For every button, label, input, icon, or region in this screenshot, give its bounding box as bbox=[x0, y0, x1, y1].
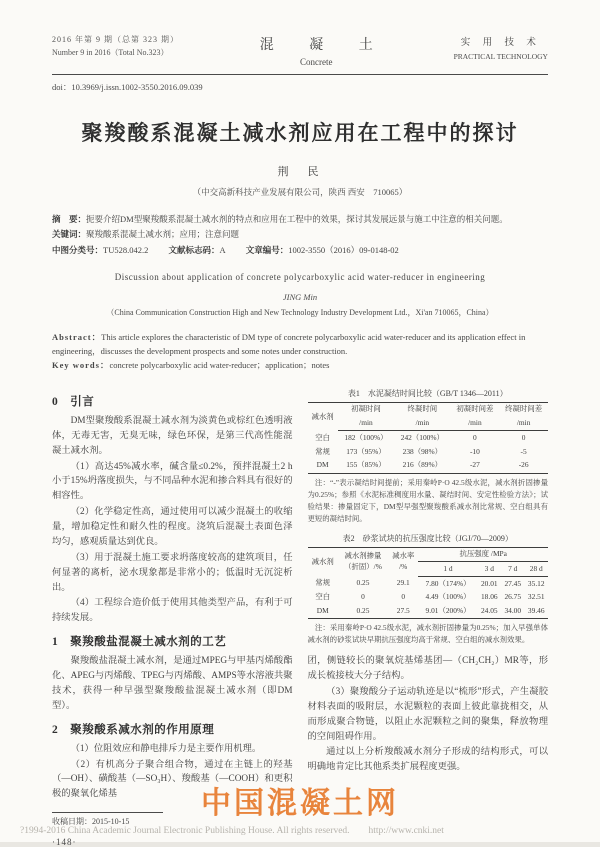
paragraph: 聚羧酸盐混凝土减水剂，是通过MPEG与甲基丙烯酸酯化、APEG与丙烯酸、TPEG与丙烯酸、AMPS等水溶液共聚技术，获得一种早强型聚羧酸盐混凝土减水剂（即DM型）。 bbox=[52, 656, 293, 711]
paragraph: （2）化学稳定性高，通过使用可以减少混凝土的收缩量，增加稳定性和耐久性的程度。浇筑后混凝土表面色泽均匀，感观质量达到优良。 bbox=[52, 507, 293, 547]
keywords-cn bbox=[52, 227, 548, 242]
table2-cell: 32.51 bbox=[527, 592, 545, 602]
affiliation-cn: （中交高新科技产业发展有限公司，陕西 西安 710065） bbox=[192, 187, 408, 197]
table1-cell: 0 bbox=[473, 432, 477, 442]
table1-cell: 216（89%） bbox=[402, 460, 443, 470]
table2-header-line: /% bbox=[399, 562, 408, 572]
table1-unit-cell: /min bbox=[394, 417, 450, 431]
abstract-cn-label: 摘 要： bbox=[52, 214, 87, 224]
keywords-en-label: Key words： bbox=[52, 359, 110, 370]
section-name-en: PRACTICAL TECHNOLOGY bbox=[453, 52, 548, 61]
doi: doi：10.3969/j.issn.1002-3550.2016.09.039 bbox=[52, 82, 203, 92]
keywords-en bbox=[52, 358, 548, 372]
doccode-label: 文献标志码： bbox=[168, 244, 220, 255]
table2-cell: 24.05 bbox=[480, 605, 498, 615]
keywords-cn-text: 聚羧酸系混凝土减水剂；应用；注意问题 bbox=[86, 229, 240, 240]
table1-cell: -5 bbox=[520, 446, 527, 456]
clc-value: TU528.042.2 bbox=[103, 244, 149, 255]
paragraph: （1）位阻效应和静电排斥力是主要作用机理。 bbox=[70, 743, 262, 754]
articleid-label: 文章编号： bbox=[245, 244, 289, 255]
paragraph: （4）工程综合造价低于使用其他类型产品，有利于可持续发展。 bbox=[52, 598, 293, 624]
affiliation-en: （China Communication Construction High and New Technology Industry Development Ltd.，Xi'an 710065，China） bbox=[106, 307, 494, 317]
table1-cell: 242（100%） bbox=[400, 432, 444, 442]
table1-cell: -10 bbox=[469, 446, 480, 456]
table1-header-cell: 初凝时间差 bbox=[456, 404, 494, 414]
received-date: 收稿日期：2015-10-15 bbox=[52, 817, 130, 827]
table2-day-cell: 3 d bbox=[478, 562, 501, 577]
paragraph: （3）聚羧酸分子运动轨迹是以“梳形”形式，产生凝胶材料表面的吸附层，水泥颗粒的表面上彼此靠拢相交，从而形成聚合物链，以阻止水泥颗粒之间的聚集，释放物理的空间阻碍作用。 bbox=[307, 686, 548, 742]
table-row bbox=[308, 459, 549, 473]
table1-header-cell: 初凝时间 bbox=[351, 404, 381, 414]
section-name bbox=[454, 34, 548, 61]
table2-cell: 34.00 bbox=[504, 605, 522, 615]
paper-title-cn: 聚羧酸系混凝土减水剂应用在工程中的探讨 bbox=[81, 121, 519, 145]
table2-note: 注：采用秦岭P·O 42.5级水泥，减水剂折固掺量为0.25%；加入早强单体减水剂的砂浆试块早期抗压强度均高于常规、空白组的减水剂效果。 bbox=[307, 623, 548, 645]
author-cn: 荆 民 bbox=[277, 166, 323, 178]
journal-name bbox=[244, 34, 389, 67]
issue-number-cn: 2016 年第 9 期（总第 323 期） bbox=[52, 35, 179, 44]
table2-cell: 26.75 bbox=[504, 592, 522, 602]
table1-cell: 173（95%） bbox=[346, 446, 386, 456]
table1-cell: 常规 bbox=[315, 446, 331, 456]
table1-cell: 155（85%） bbox=[346, 460, 386, 470]
table2-header-cell bbox=[388, 547, 418, 576]
section-heading-1: 1 聚羧酸盐混凝土减水剂的工艺 bbox=[52, 636, 227, 649]
section-heading-2: 2 聚羧酸系减水剂的作用原理 bbox=[52, 723, 215, 736]
abstract-cn-text: 扼要介绍DM型聚羧酸系混凝土减水剂的特点和应用在工程中的效果，探讨其发展远景与施工中注意的相关问题。 bbox=[86, 214, 508, 224]
table-row bbox=[308, 604, 549, 618]
issue-info bbox=[52, 34, 179, 60]
table2-cell: 0 bbox=[361, 592, 365, 602]
table2-day-cell: 7 d bbox=[501, 562, 524, 577]
table1-header-cell: 减水剂 bbox=[311, 411, 334, 421]
table2-cell: 39.46 bbox=[527, 605, 545, 615]
table2-caption: 表2 砂浆试块的抗压强度比较（JGJ/70—2009） bbox=[342, 533, 513, 543]
table2-header-cell bbox=[338, 547, 388, 576]
table2-header-line: 减水率 bbox=[392, 551, 415, 561]
table2-cell: 4.49（100%） bbox=[425, 592, 471, 602]
table1-cell: 空白 bbox=[315, 432, 331, 442]
table-compressive-strength bbox=[308, 547, 549, 620]
table-row bbox=[308, 577, 549, 591]
table1-cell: 182（100%） bbox=[344, 432, 388, 442]
abstract-en-text: This article explores the characteristic of DM type of concrete polycarboxylic acid water-reducer and its application effect in engineering，discusses the development prospects and some notes under construction. bbox=[52, 331, 526, 356]
keywords-cn-label: 关键词： bbox=[52, 229, 87, 240]
doccode-value: A bbox=[219, 244, 226, 255]
paragraph: 通过以上分析羧酸减水剂分子形成的结构形式，可以明确地肯定比其他系类扩展程度更强。 bbox=[307, 747, 548, 773]
keywords-en-text: concrete polycarboxylic acid water-reducer；application；notes bbox=[109, 359, 330, 370]
table2-header-line: （折固）/% bbox=[344, 562, 382, 572]
classification-row bbox=[52, 243, 548, 258]
clc-label: 中图分类号： bbox=[52, 244, 104, 255]
issue-number-en: Number 9 in 2016（Total No.323） bbox=[52, 47, 169, 57]
table-row bbox=[308, 445, 549, 459]
page-number: ·148· bbox=[52, 837, 77, 847]
table2-cell: 27.45 bbox=[504, 578, 522, 588]
table-setting-time bbox=[308, 402, 549, 474]
table2-header-cell: 减水剂 bbox=[311, 556, 334, 566]
table2-cell: 29.1 bbox=[396, 578, 410, 588]
table2-cell: 0 bbox=[401, 592, 406, 602]
table2-cell: 9.01（200%） bbox=[425, 605, 471, 615]
abstract-en-block bbox=[52, 330, 548, 372]
journal-header bbox=[52, 34, 548, 75]
table1-note: 注：“-”表示凝结时间提前；采用秦岭P·O 42.5级水泥，减水剂折固掺量为0.25%；参照《水泥标准稠度用水量、凝结时间、安定性检验方法》；试验结果：掺量固定下，DM型早强型聚羧酸系减水剂比常规、空白组具有更短的凝结时间。 bbox=[307, 477, 548, 523]
journal-name-cn: 混 凝 土 bbox=[259, 38, 389, 53]
paragraph: 团，侧链较长的聚氧烷基烯基团—（CH₂CH₂）MR等，形成长梳接枝大分子结构。 bbox=[307, 656, 548, 682]
table1-unit-cell: /min bbox=[338, 417, 394, 431]
abstract-cn-block bbox=[52, 212, 548, 258]
author-en: JING Min bbox=[282, 291, 318, 302]
table2-cell: 20.01 bbox=[480, 578, 498, 588]
copyright-line: ?1994-2016 China Academic Journal Electronic Publishing House. All rights reserved. http://www.cnki.net bbox=[20, 826, 444, 836]
articleid-value: 1002-3550（2016）09-0148-02 bbox=[288, 244, 399, 255]
table1-cell: DM bbox=[316, 460, 329, 470]
table1-unit-cell: /min bbox=[499, 417, 548, 431]
abstract-en-label: Abstract： bbox=[52, 331, 102, 342]
table2-cell: 空白 bbox=[315, 592, 331, 602]
table2-day-cell: 28 d bbox=[524, 562, 548, 577]
table2-day-cell: 1 d bbox=[418, 562, 477, 577]
paragraph: （2）有机高分子聚合组合物，通过在主链上的羟基（—OH）、磺酸基（—SO₃H）、羧酸基（—COOH）和更积极的聚氧化烯基 bbox=[52, 759, 293, 800]
abstract-cn bbox=[52, 212, 548, 227]
table1-header-cell: 终凝时间差 bbox=[505, 404, 543, 414]
table2-cell: 27.5 bbox=[396, 605, 410, 615]
table1-cell: -27 bbox=[469, 460, 480, 470]
section-name-cn: 实 用 技 术 bbox=[460, 38, 541, 48]
paragraph: （3）用于混凝土施工要求坍落度较高的建筑项目，任何显著的离析，泌水现象都是非常小的；低温时无沉淀析出。 bbox=[52, 552, 293, 593]
table1-header-cell: 终凝时间 bbox=[407, 404, 438, 414]
table2-cell: 0.25 bbox=[356, 605, 370, 615]
site-watermark: 中国混凝土网 bbox=[201, 787, 399, 820]
table-row bbox=[308, 591, 549, 605]
table2-strength-header: 抗压强度 /MPa bbox=[418, 547, 548, 562]
table1-cell: 0 bbox=[521, 432, 526, 442]
table2-cell: 0.25 bbox=[356, 578, 370, 588]
abstract-en bbox=[52, 330, 548, 358]
table1-cell: 238（98%） bbox=[402, 446, 443, 456]
table1-unit-cell: /min bbox=[451, 417, 500, 431]
table-row bbox=[308, 431, 549, 445]
table2-cell: 35.12 bbox=[527, 578, 545, 588]
table2-header-line: 减水剂掺量 bbox=[344, 551, 382, 561]
journal-name-en: Concrete bbox=[300, 57, 333, 67]
section-heading-0: 0 引言 bbox=[52, 395, 95, 408]
table2-cell: 18.06 bbox=[480, 592, 498, 602]
table2-cell: 7.80（174%） bbox=[425, 578, 471, 588]
paragraph: DM型聚羧酸系混凝土减水剂为淡黄色或棕红色透明液体，无毒无害，无臭无味，绿色环保，是第三代高性能混凝土减水剂。 bbox=[52, 415, 293, 456]
table2-cell: 常规 bbox=[315, 578, 331, 588]
table2-cell: DM bbox=[316, 605, 329, 615]
paper-title-en: Discussion about application of concrete polycarboxylic acid water-reducer in engineering bbox=[114, 271, 486, 282]
paragraph: （1）高达45%减水率，碱含量≤0.2%，预拌混凝土2 h小于15%坍落度损失，与不同品种水泥和掺合料具有很好的相容性。 bbox=[52, 461, 293, 502]
table1-caption: 表1 水泥凝结时间比较（GB/T 1346—2011） bbox=[347, 388, 508, 398]
table1-cell: -26 bbox=[518, 460, 529, 470]
